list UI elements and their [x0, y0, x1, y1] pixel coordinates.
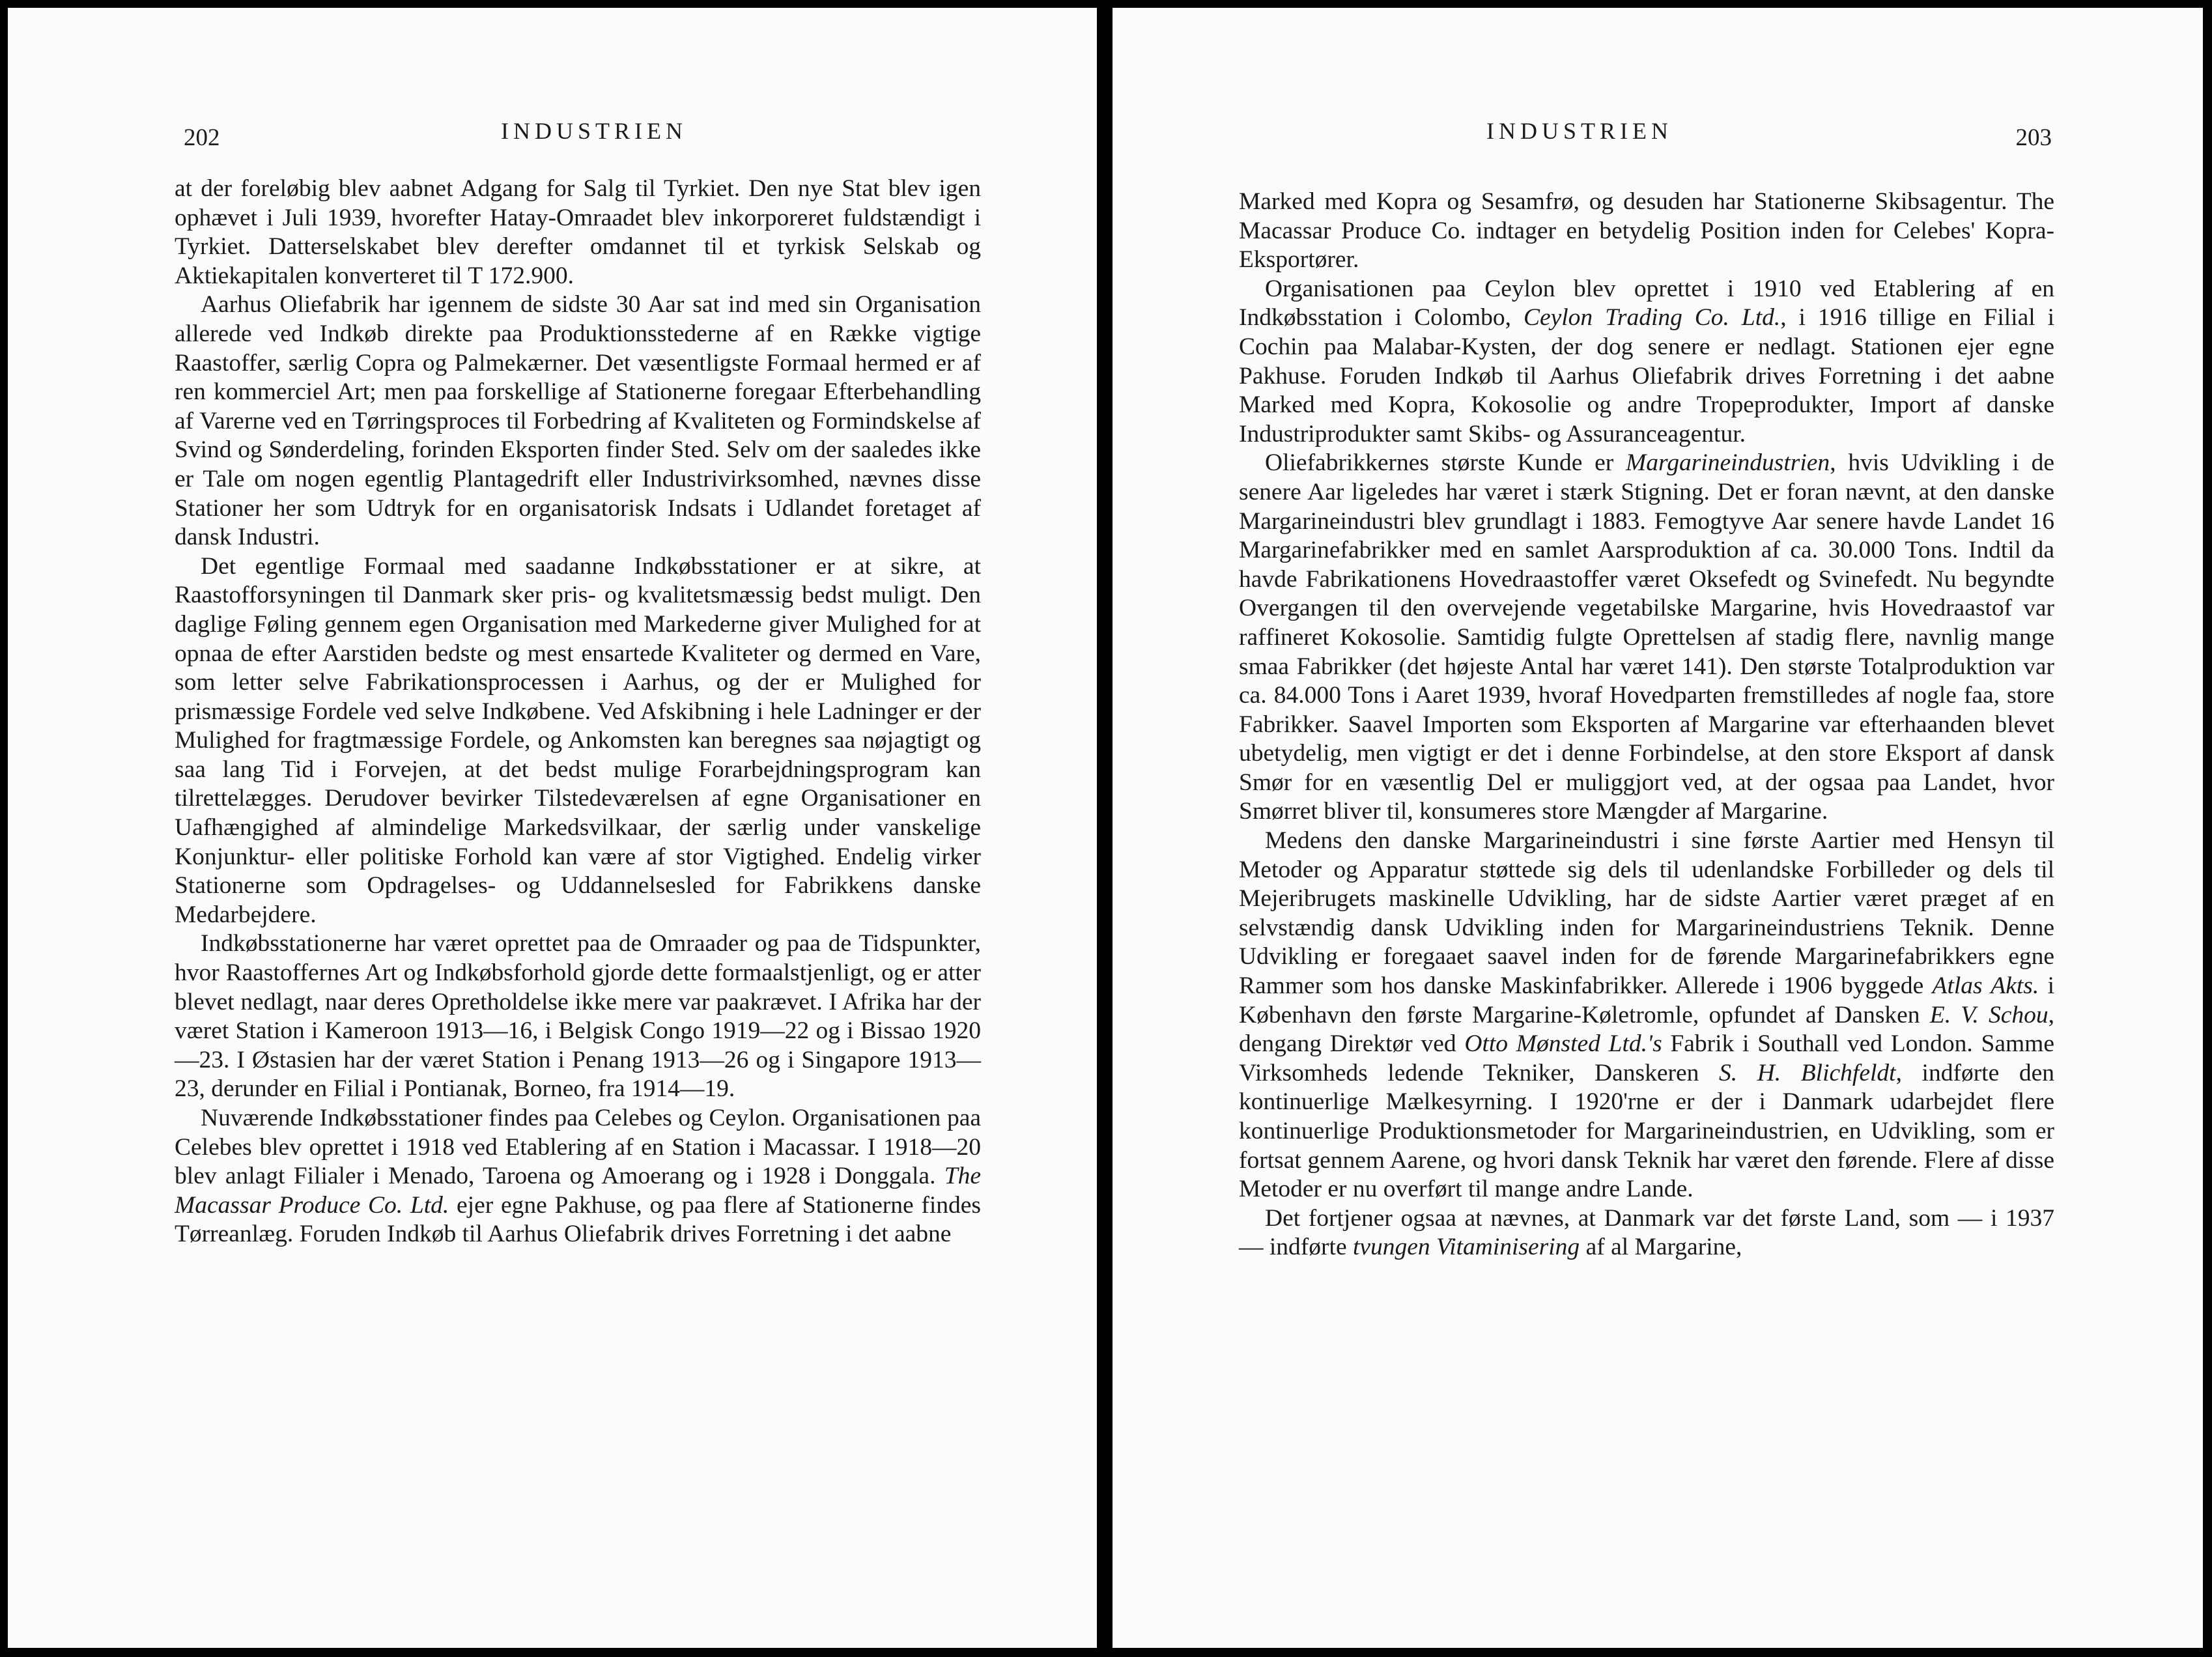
paragraph: [1239, 1204, 2054, 1262]
left-page-body: [175, 175, 981, 1249]
text-run: Oliefabrikkernes største Kunde er: [1265, 449, 1626, 477]
text-run: at der foreløbig blev aabnet Adgang for Salg til Tyrkiet. Den nye Stat blev igen ophævet i Juli 1939, hvorefter Hatay-Omraadet blev inkorporeret fuldstændigt i Tyrkiet. Datterselskabet blev derefter omdannet til et tyrkisk Selskab og Aktiekapitalen konverteret til T 172.900.: [175, 175, 981, 289]
paragraph: [175, 1104, 981, 1249]
right-page-number: 203: [2015, 124, 2052, 151]
text-run: Det fortjener ogsaa at nævnes, at Danmark var det første Land, som — i 1937 — indførte: [1239, 1204, 2054, 1261]
italic-text: E. V. Schou: [1929, 1001, 2049, 1028]
italic-text: The Macassar Produce Co. Ltd.: [175, 1163, 981, 1219]
paragraph: [1239, 827, 2054, 1204]
left-page: [8, 8, 1097, 1648]
italic-text: Margarineindustrien: [1626, 449, 1830, 477]
paragraph: [1239, 275, 2054, 449]
text-run: Marked med Kopra og Sesamfrø, og desuden har Stationerne Skibsagentur. The Macassar Produce Co. indtager en betydelig Position inden for Celebes' Kopra-Eksportører.: [1239, 188, 2054, 274]
left-page-header: [184, 117, 985, 156]
text-run: , dengang Direktør ved: [1239, 1001, 2055, 1058]
text-run: Medens den danske Margarineindustri i sine første Aartier med Hensyn til Metoder og Apparatur støttede sig dels til udenlandske Forbilleder og dels til Mejeribrugets maskinelle Udvikling, har de sidste Aartier været præget af en selvstændig dansk Udvikling inden for Margarineindustriens Teknik. Denne Udvikling er foregaaet saavel inden for de førende Margarinefabrikkers egne Rammer som hos danske Maskinfabrikker. Allerede i 1906 byggede: [1239, 827, 2054, 1000]
paragraph: [175, 175, 981, 290]
paragraph: [175, 290, 981, 552]
text-run: ejer egne Pakhuse, og paa flere af Stationerne findes Tørreanlæg. Foruden Indkøb til Aarhus Oliefabrik drives Forretning i det aabne: [175, 1191, 981, 1248]
text-run: af al Margarine,: [1580, 1234, 1742, 1261]
italic-text: Atlas Akts.: [1932, 972, 2039, 1000]
paragraph: [175, 929, 981, 1104]
right-page-body: [1239, 188, 2054, 1262]
text-run: , i 1916 tillige en Filial i Cochin paa Malabar-Kysten, der dog senere er nedlagt. Stationen ejer egne Pakhuse. Foruden Indkøb til Aarhus Oliefabrik drives Forretning i det aabne Marked med Kopra, Kokosolie og andre Tropeprodukter, Import af danske Industriprodukter samt Skibs- og Assuranceagentur.: [1239, 304, 2054, 447]
italic-text: Otto Mønsted Ltd.'s: [1464, 1030, 1662, 1058]
text-run: Det egentlige Formaal med saadanne Indkøbsstationer er at sikre, at Raastofforsyningen til Danmark sker pris- og kvalitetsmæssig bedst muligt. Den daglige Føling gennem egen Organisation med Markederne giver Mulighed for at opnaa de efter Aarstiden bedste og mest ensartede Kvaliteter og dermed en Vare, som letter selve Fabrikationsprocessen i Aarhus, og der er Mulighed for prismæssige Fordele ved selve Indkøbene. Ved Afskibning i hele Ladninger er der Mulighed for fragtmæssige Fordele, og Ankomsten kan beregnes saa nøjagtigt og saa lang Tid i Forvejen, at det bedst mulige Forarbejdningsprogram kan tilrettelægges. Derudover bevirker Tilstedeværelsen af egne Organisationer en Uafhængighed af almindelige Markedsvilkaar, der særlig under vanskelige Konjunktur- eller politiske Forhold kan være af stor Vigtighed. Endelig virker Stationerne som Opdragelses- og Uddannelsesled for Fabrikkens danske Medarbejdere.: [175, 552, 981, 928]
italic-text: S. H. Blichfeldt: [1719, 1059, 1896, 1086]
italic-text: tvungen Vitaminisering: [1352, 1234, 1580, 1261]
left-running-head: INDUSTRIEN: [501, 118, 687, 144]
right-page-header: [1238, 117, 2052, 156]
text-run: Nuværende Indkøbsstationer findes paa Celebes og Ceylon. Organisationen paa Celebes blev oprettet i 1918 ved Etablering af en Station i Macassar. I 1918—20 blev anlagt Filialer i Menado, Taroena og Amoerang og i 1928 i Donggala.: [175, 1105, 981, 1190]
left-page-number: 202: [184, 124, 220, 151]
paragraph: [1239, 188, 2054, 275]
paragraph: [175, 552, 981, 930]
text-run: Indkøbsstationerne har været oprettet paa de Omraader og paa de Tidspunkter, hvor Raastoffernes Art og Indkøbsforhold gjorde dette formaalstjenligt, og er atter blevet nedlagt, naar deres Opretholdelse ikke mere var paakrævet. I Afrika har der været Station i Kameroon 1913—16, i Belgisk Congo 1919—22 og i Bissao 1920—23. I Østasien har der været Station i Penang 1913—26 og i Singapore 1913—23, derunder en Filial i Pontianak, Borneo, fra 1914—19.: [175, 930, 981, 1103]
text-run: , indførte den kontinuerlige Mælkesyrning. I 1920'rne er der i Danmark udarbejdet flere kontinuerlige Produktionsmetoder for Margarineindustrien, en Udvikling, som er fortsat gennem Aarene, og hvori dansk Teknik har været den førende. Flere af disse Metoder er nu overført til mange andre Lande.: [1239, 1059, 2054, 1203]
text-run: Fabrik i Southall ved London. Samme Virksomheds ledende Tekniker, Danskeren: [1239, 1030, 2054, 1086]
right-page: [1113, 8, 2203, 1648]
paragraph: [1239, 449, 2054, 827]
text-run: Aarhus Oliefabrik har igennem de sidste 30 Aar sat ind med sin Organisation allerede ved Indkøb direkte paa Produktionsstederne af en Række vigtige Raastoffer, særlig Copra og Palmekærner. Det væsentligste Formaal hermed er af ren kommerciel Art; men paa forskellige af Stationerne foregaar Efterbehandling af Varerne ved en Tørringsproces til Forbedring af Kvaliteten og Formindskelse af Svind og Sønderdeling, forinden Eksporten finder Sted. Selv om der saaledes ikke er Tale om nogen egentlig Plantagedrift eller Industrivirksomhed, nævnes disse Stationer her som Udtryk for en organisatorisk Indsats i Udlandet foretaget af dansk Industri.: [175, 291, 981, 551]
text-run: i København den første Margarine-Køletromle, opfundet af Dansken: [1239, 972, 2054, 1028]
text-run: Organisationen paa Ceylon blev oprettet i 1910 ved Etablering af en Indkøbsstation i Colombo,: [1239, 275, 2054, 332]
italic-text: Ceylon Trading Co. Ltd.: [1523, 304, 1781, 332]
right-running-head: INDUSTRIEN: [1486, 118, 1673, 144]
text-run: , hvis Udvikling i de senere Aar ligeledes har været i stærk Stigning. Det er foran nævnt, at den danske Margarineindustri blev grundlagt i 1883. Femogtyve Aar senere havde Landet 16 Margarinefabrikker med en samlet Aarsproduktion af ca. 30.000 Tons. Indtil da havde Fabrikationens Hovedraastoffer været Oksefedt og Svinefedt. Nu begyndte Overgangen til den overvejende vegetabilske Margarine, hvis Hovedraastof var raffineret Kokosolie. Samtidig fulgte Oprettelsen af stadig flere, navnlig mange smaa Fabrikker (det højeste Antal har været 141). Den største Totalproduktion var ca. 84.000 Tons i Aaret 1939, hvoraf Hovedparten fremstilledes af nogle faa, store Fabrikker. Saavel Importen som Eksporten af Margarine var efterhaanden blevet ubetydelig, men vigtigt er det i denne Forbindelse, at den store Eksport af dansk Smør for en væsentlig Del er muliggjort ved, at der ogsaa paa Landet, hvor Smørret bliver til, konsumeres store Mængder af Margarine.: [1239, 449, 2054, 825]
